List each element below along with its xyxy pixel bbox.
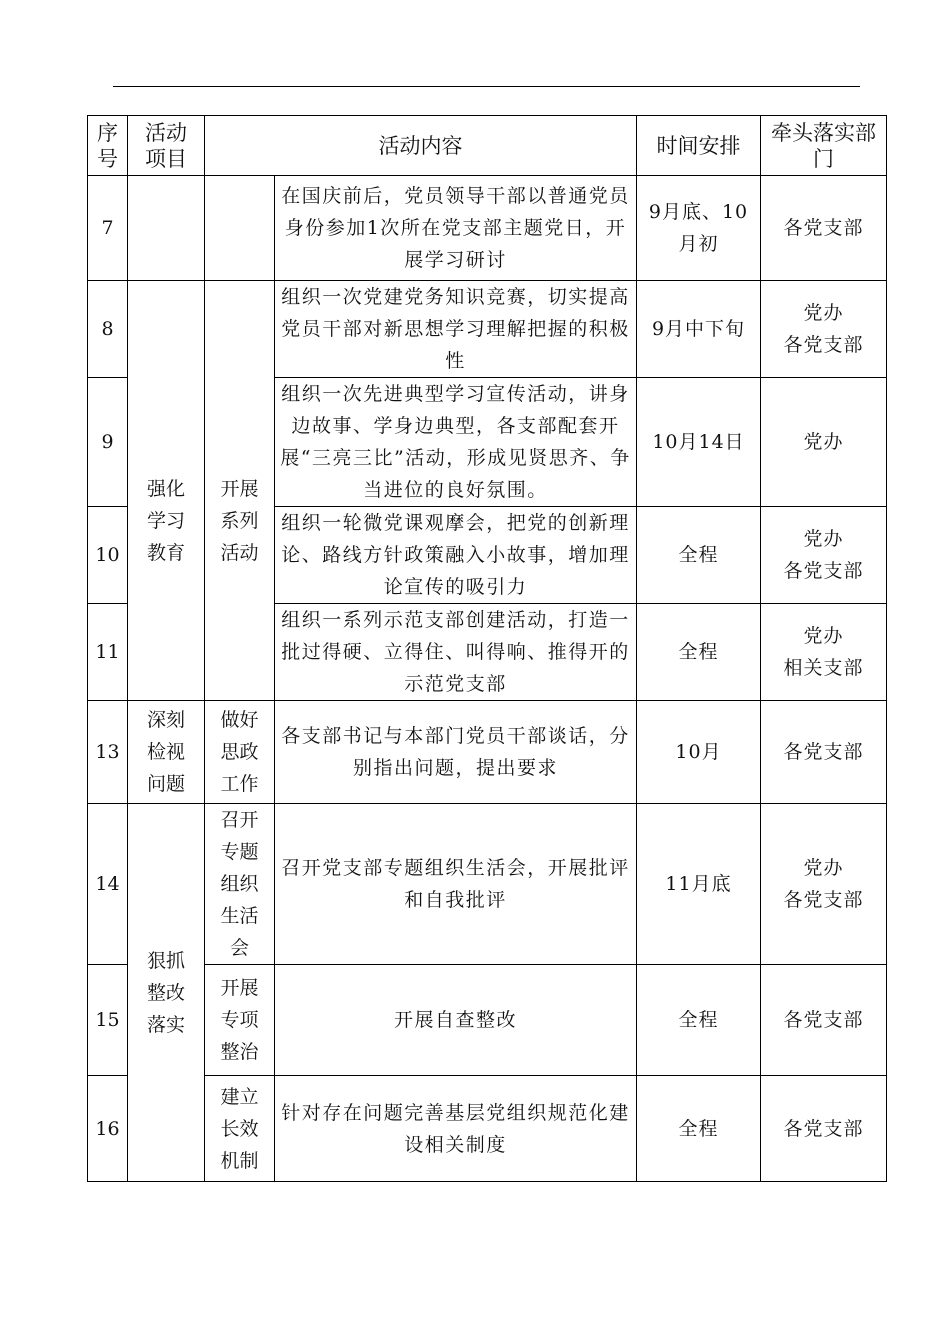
subcategory-meeting: 召开专题组织生活会 <box>205 804 275 965</box>
row-dept: 各党支部 <box>761 701 887 804</box>
subcategory-series: 开展系列活动 <box>205 281 275 701</box>
row-dept: 党办 各党支部 <box>761 281 887 378</box>
header-project: 活动项目 <box>128 116 205 176</box>
category-cell-empty <box>128 176 205 281</box>
row-dept: 各党支部 <box>761 1076 887 1182</box>
row-number: 13 <box>88 701 128 804</box>
row-time: 11月底 <box>637 804 761 965</box>
row-dept: 党办 相关支部 <box>761 604 887 701</box>
row-time: 全程 <box>637 507 761 604</box>
row-dept: 党办 <box>761 378 887 507</box>
row-content: 组织一轮微党课观摩会，把党的创新理论、路线方针政策融入小故事，增加理论宣传的吸引力 <box>275 507 637 604</box>
row-time: 9月底、10月初 <box>637 176 761 281</box>
top-rule <box>113 86 860 87</box>
row-dept: 党办 各党支部 <box>761 804 887 965</box>
header-time: 时间安排 <box>637 116 761 176</box>
row-dept: 各党支部 <box>761 176 887 281</box>
row-content: 开展自查整改 <box>275 965 637 1076</box>
row-number: 11 <box>88 604 128 701</box>
subcategory-special: 开展专项整治 <box>205 965 275 1076</box>
header-dept: 牵头落实部门 <box>761 116 887 176</box>
table-row <box>88 281 887 378</box>
row-number: 15 <box>88 965 128 1076</box>
row-time: 9月中下旬 <box>637 281 761 378</box>
row-content: 组织一次党建党务知识竞赛，切实提高党员干部对新思想学习理解把握的积极性 <box>275 281 637 378</box>
table-header-row <box>88 116 887 176</box>
table-row <box>88 965 887 1076</box>
table-row <box>88 804 887 965</box>
row-number: 8 <box>88 281 128 378</box>
row-time: 全程 <box>637 965 761 1076</box>
subcategory-mechanism: 建立长效机制 <box>205 1076 275 1182</box>
table-row <box>88 1076 887 1182</box>
row-content: 各支部书记与本部门党员干部谈话，分别指出问题，提出要求 <box>275 701 637 804</box>
row-content: 在国庆前后，党员领导干部以普通党员身份参加1次所在党支部主题党日，开展学习研讨 <box>275 176 637 281</box>
row-number: 16 <box>88 1076 128 1182</box>
subcategory-ideology: 做好思政工作 <box>205 701 275 804</box>
table-row <box>88 701 887 804</box>
row-content: 针对存在问题完善基层党组织规范化建设相关制度 <box>275 1076 637 1182</box>
category-strengthen: 强化学习教育 <box>128 281 205 701</box>
header-content: 活动内容 <box>205 116 637 176</box>
category-review: 深刻检视问题 <box>128 701 205 804</box>
row-time: 10月14日 <box>637 378 761 507</box>
row-number: 14 <box>88 804 128 965</box>
row-number: 7 <box>88 176 128 281</box>
row-content: 召开党支部专题组织生活会，开展批评和自我批评 <box>275 804 637 965</box>
row-time: 10月 <box>637 701 761 804</box>
category-rectify: 狠抓整改落实 <box>128 804 205 1182</box>
header-seq: 序号 <box>88 116 128 176</box>
row-time: 全程 <box>637 604 761 701</box>
row-number: 10 <box>88 507 128 604</box>
row-dept: 各党支部 <box>761 965 887 1076</box>
activity-table <box>87 115 887 1182</box>
subcategory-cell-empty <box>205 176 275 281</box>
row-content: 组织一次先进典型学习宣传活动，讲身边故事、学身边典型，各支部配套开展“三亮三比”活动，形成见贤思齐、争当进位的良好氛围。 <box>275 378 637 507</box>
row-number: 9 <box>88 378 128 507</box>
row-content: 组织一系列示范支部创建活动，打造一批过得硬、立得住、叫得响、推得开的示范党支部 <box>275 604 637 701</box>
row-dept: 党办 各党支部 <box>761 507 887 604</box>
table-row <box>88 176 887 281</box>
row-time: 全程 <box>637 1076 761 1182</box>
